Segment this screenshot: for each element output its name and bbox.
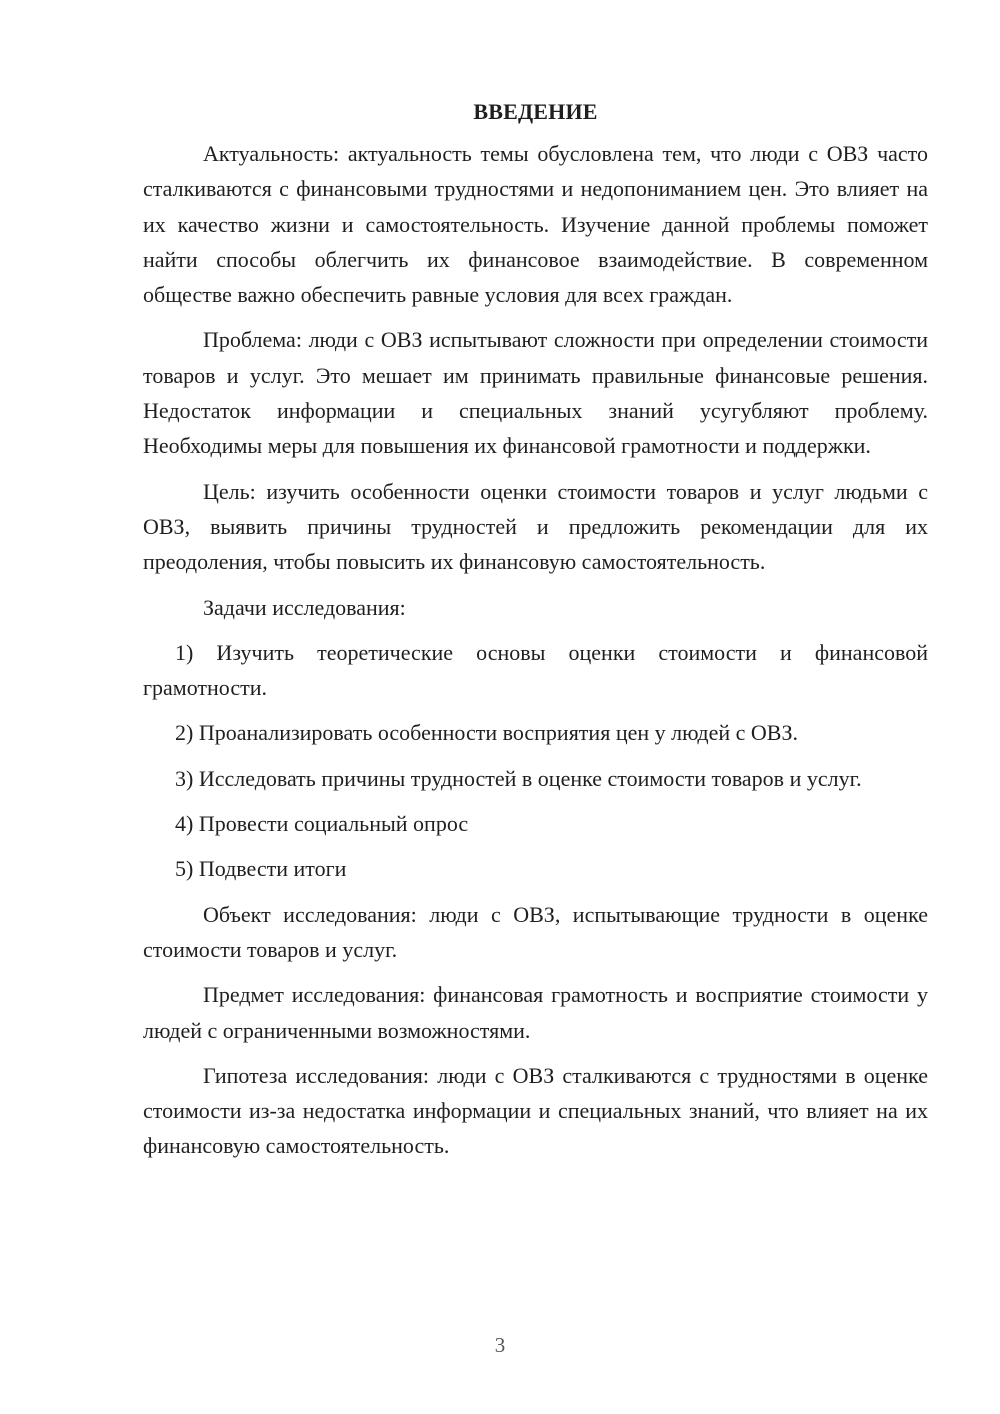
paragraph-goal: Цель: изучить особенности оценки стоимости товаров и услуг людьми с ОВЗ, выявить причины трудностей и предложить рекомендации для их преодоления, чтобы повысить их финансовую самостоятельность. [143,478,928,575]
task-item-2: 2) Проанализировать особенности восприятия цен у людей с ОВЗ. [175,720,799,746]
document-page [143,94,928,1164]
paragraph-relevance: Актуальность: актуальность темы обусловлена тем, что люди с ОВЗ часто сталкиваются с финансовыми трудностями и недопониманием цен. Это влияет на их качество жизни и самостоятельность. Изучение данной проблемы поможет найти способы облегчить их финансовое взаимодействие. В современном обществе важно обеспечить равные условия для всех граждан. [143,141,928,308]
task-item-4: 4) Провести социальный опрос [175,811,469,837]
tasks-heading: Задачи исследования: [203,594,406,620]
task-item-1: 1) Изучить теоретические основы оценки стоимости и финансовой грамотности. [143,639,928,701]
page-number: 3 [494,1333,506,1357]
paragraph-hypothesis: Гипотеза исследования: люди с ОВЗ сталкиваются с трудностями в оценке стоимости из-за недостатка информации и специальных знаний, что влияет на их финансовую самостоятельность. [143,1062,928,1159]
task-item-5: 5) Подвести итоги [175,856,347,882]
task-item-3: 3) Исследовать причины трудностей в оценке стоимости товаров и услуг. [175,765,862,791]
page-title: ВВЕДЕНИЕ [473,99,598,124]
paragraph-problem: Проблема: люди с ОВЗ испытывают сложности при определении стоимости товаров и услуг. Это мешает им принимать правильные финансовые решения. Недостаток информации и специальных знаний усугубляют проблему. Необходимы меры для повышения их финансовой грамотности и поддержки. [143,327,928,459]
paragraph-object: Объект исследования: люди с ОВЗ, испытывающие трудности в оценке стоимости товаров и услуг. [143,901,928,962]
paragraph-subject: Предмет исследования: финансовая грамотность и восприятие стоимости у людей с ограниченными возможностями. [143,982,928,1043]
